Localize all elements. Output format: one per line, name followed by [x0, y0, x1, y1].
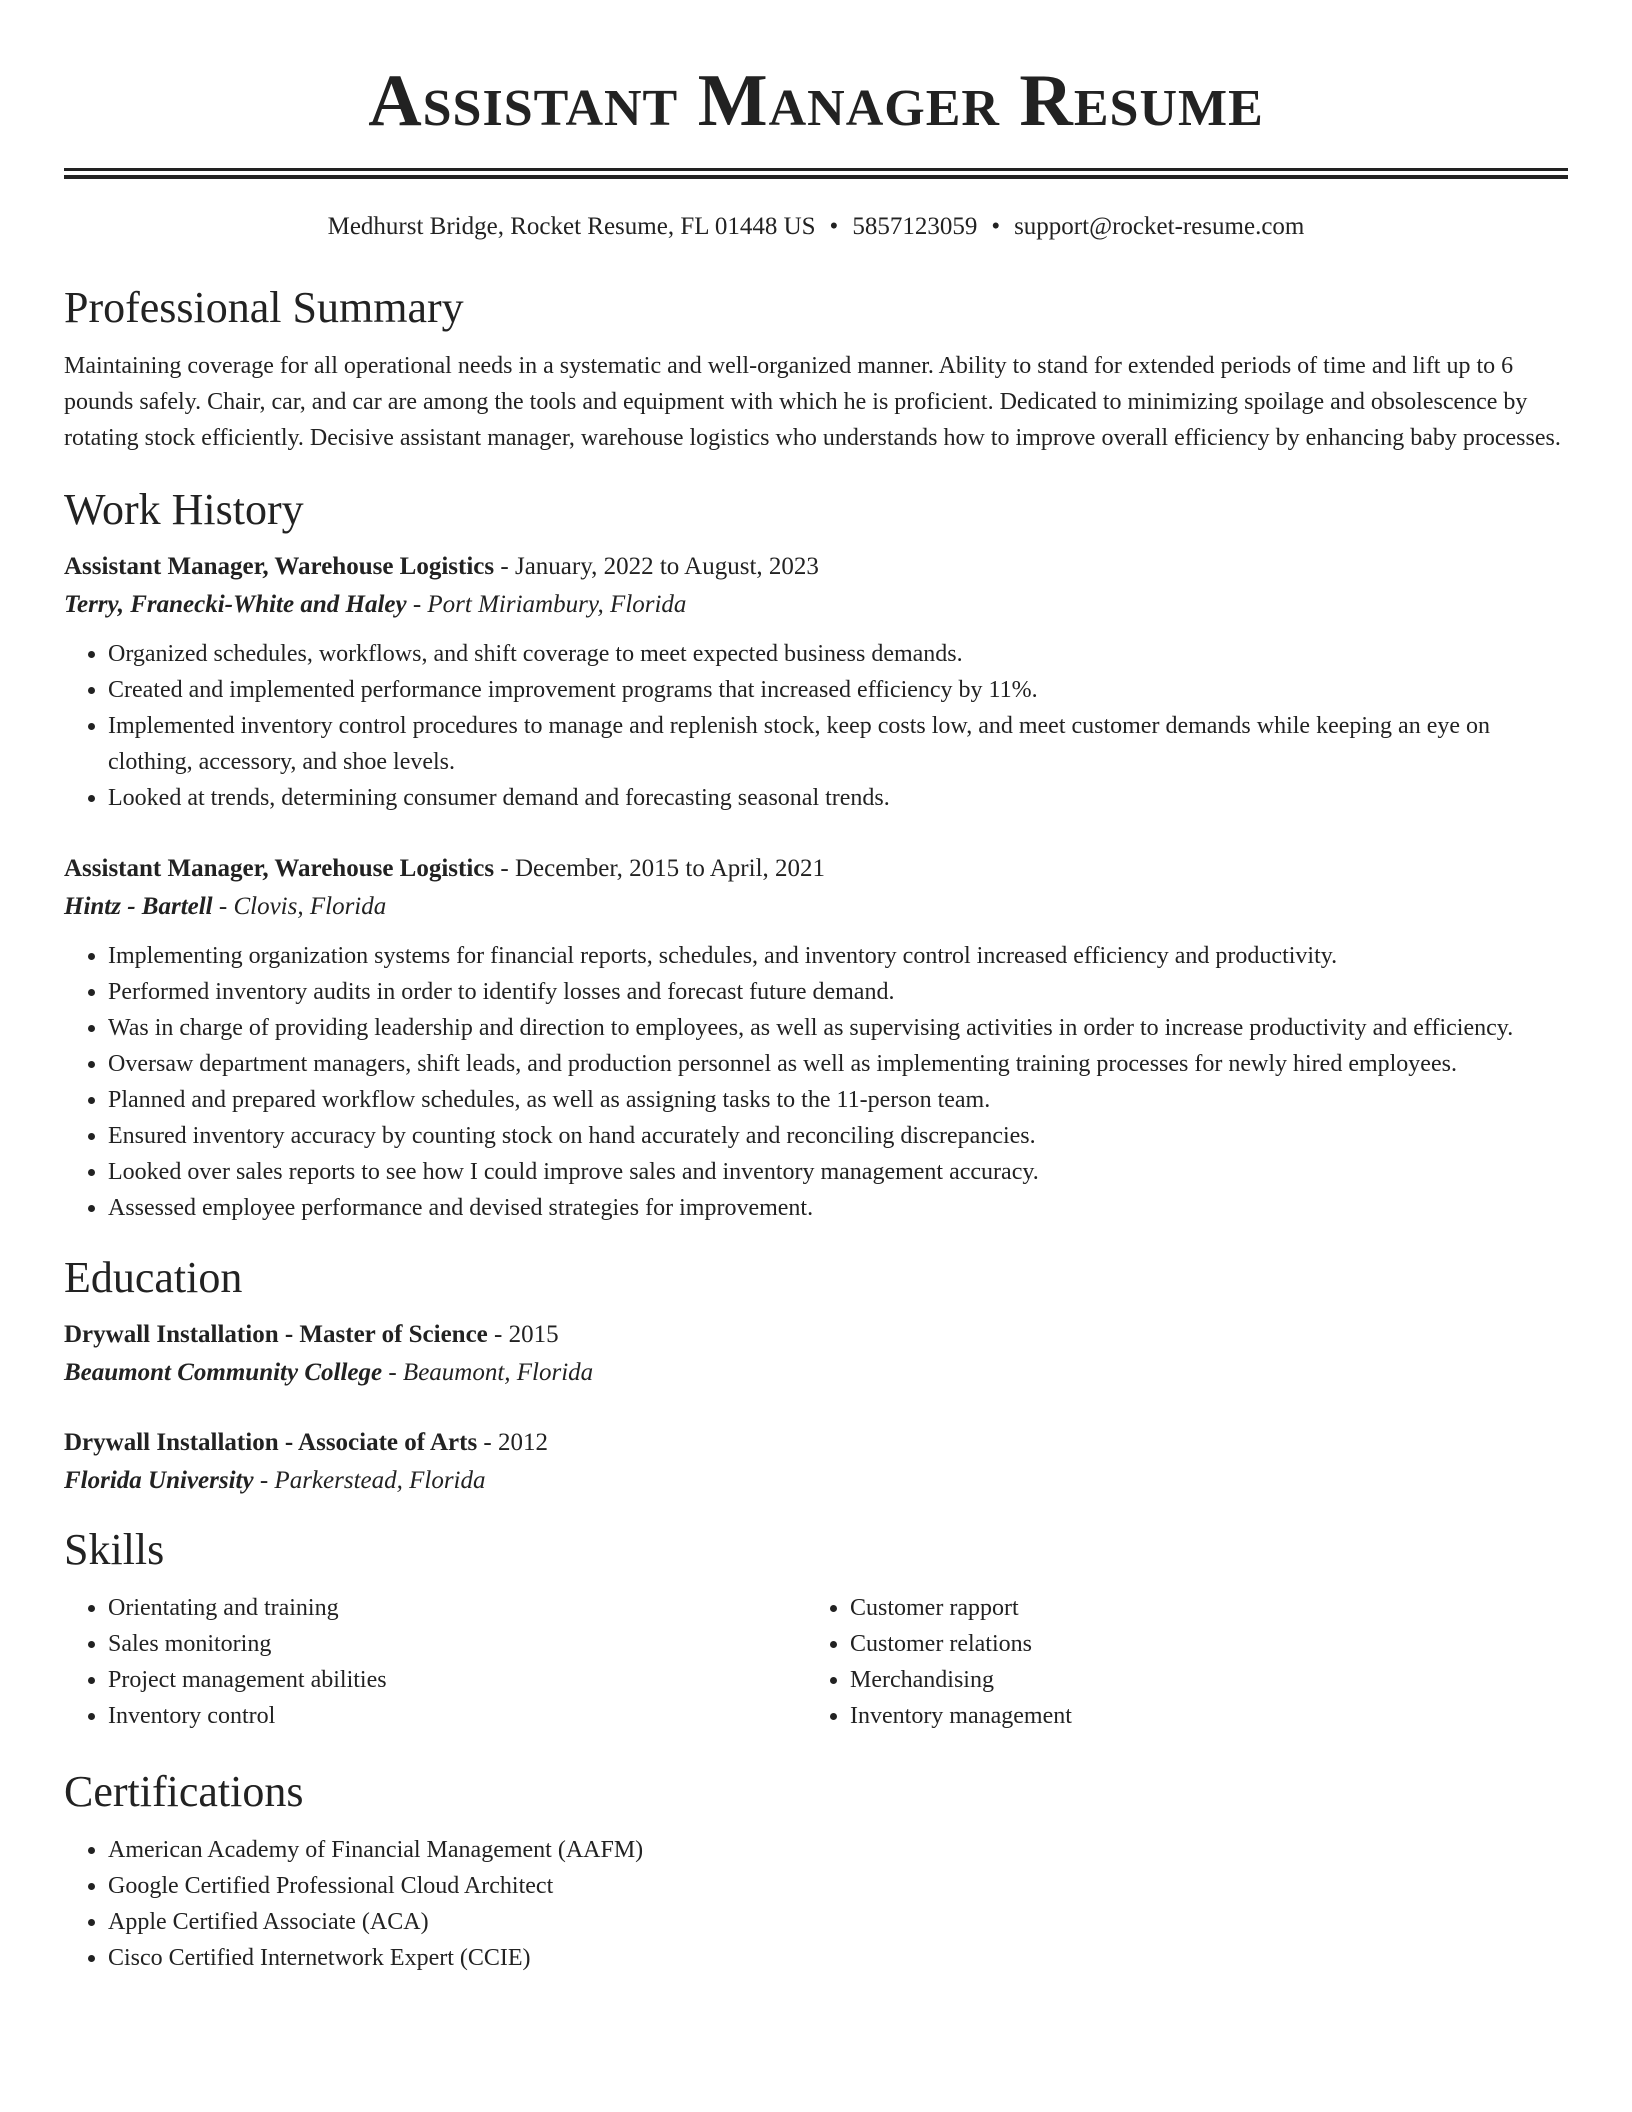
- certification-item: • American Academy of Financial Management (AAFM): [108, 1832, 1568, 1868]
- job-bullet: • Oversaw department managers, shift leads, and production personnel as well as implementing training processes for newly hired employees.: [108, 1046, 1568, 1082]
- school-location: - Parkerstead, Florida: [253, 1467, 486, 1494]
- employer-line: [64, 586, 1568, 624]
- school-location: - Beaumont, Florida: [382, 1359, 594, 1386]
- skill-item: • Orientating and training: [108, 1590, 806, 1626]
- job-bullet: • Implemented inventory control procedures to manage and replenish stock, keep costs low, and meet customer demands while keeping an eye on clothing, accessory, and shoe levels.: [108, 708, 1568, 780]
- job-bullet: • Organized schedules, workflows, and shift coverage to meet expected business demands.: [108, 636, 1568, 672]
- skill-item: • Customer rapport: [850, 1590, 1548, 1626]
- education-entry: [64, 1424, 1568, 1500]
- employer-location: - Port Miriambury, Florida: [406, 591, 687, 618]
- school-line: [64, 1462, 1568, 1500]
- degree-year: - 2012: [477, 1429, 548, 1456]
- degree-name: Drywall Installation - Master of Science: [64, 1321, 488, 1348]
- employer-name: Hintz - Bartell: [64, 893, 213, 920]
- job-entry: [64, 850, 1568, 1226]
- degree-line: [64, 1424, 1568, 1462]
- job-dates: - January, 2022 to August, 2023: [494, 553, 819, 580]
- skills-heading: Skills: [64, 1525, 165, 1574]
- degree-line: [64, 1316, 1568, 1354]
- job-title: Assistant Manager, Warehouse Logistics: [64, 553, 495, 580]
- summary-text: Maintaining coverage for all operational needs in a systematic and well-organized manner. Ability to stand for extended periods of time and lift up to 6 pounds safely. Chair, car, and car are among the tools and equipment with which he is proficient. Dedicated to minimizing spoilage and obsolescence by rotating stock efficiently. Decisive assistant manager, warehouse logistics who understands how to improve overall efficiency by enhancing baby processes.: [64, 353, 1561, 451]
- job-bullet: • Looked over sales reports to see how I could improve sales and inventory management accuracy.: [108, 1154, 1568, 1190]
- certification-item: • Google Certified Professional Cloud Architect: [108, 1868, 1568, 1904]
- degree-year: - 2015: [487, 1321, 559, 1348]
- employer-location: - Clovis, Florida: [212, 893, 387, 920]
- job-title-line: [64, 548, 1568, 586]
- skill-item: • Inventory management: [850, 1698, 1548, 1734]
- job-bullets: [64, 636, 1568, 816]
- contact-separator: •: [829, 213, 839, 240]
- contact-separator: •: [991, 213, 1001, 240]
- job-bullet: • Planned and prepared workflow schedules, as well as assigning tasks to the 11-person team.: [108, 1082, 1568, 1118]
- skills-left-column: [64, 1590, 806, 1734]
- employer-line: [64, 888, 1568, 926]
- school-line: [64, 1354, 1568, 1392]
- skills-columns: [64, 1590, 1568, 1734]
- degree-name: Drywall Installation - Associate of Arts: [64, 1429, 478, 1456]
- job-title-line: [64, 850, 1568, 888]
- job-dates: - December, 2015 to April, 2021: [494, 855, 826, 882]
- skill-item: • Inventory control: [108, 1698, 806, 1734]
- skill-item: • Merchandising: [850, 1662, 1548, 1698]
- skills-right-column: [806, 1590, 1548, 1734]
- contact-phone: 5857123059: [852, 213, 978, 240]
- school-name: Beaumont Community College: [64, 1359, 383, 1386]
- certification-item: • Cisco Certified Internetwork Expert (CCIE): [108, 1940, 1568, 1976]
- job-bullet: • Created and implemented performance improvement programs that increased efficiency by 11%.: [108, 672, 1568, 708]
- contact-address: Medhurst Bridge, Rocket Resume, FL 01448 US: [327, 213, 816, 240]
- skill-item: • Sales monitoring: [108, 1626, 806, 1662]
- job-bullet: • Looked at trends, determining consumer demand and forecasting seasonal trends.: [108, 780, 1568, 816]
- contact-email: support@rocket-resume.com: [1014, 213, 1305, 240]
- contact-line: [64, 212, 1568, 242]
- job-bullet: • Ensured inventory accuracy by counting stock on hand accurately and reconciling discrepancies.: [108, 1118, 1568, 1154]
- job-bullets: [64, 938, 1568, 1226]
- job-bullet: • Implementing organization systems for financial reports, schedules, and inventory control increased efficiency and productivity.: [108, 938, 1568, 974]
- resume-title: Assistant Manager Resume: [368, 60, 1264, 142]
- education-entry: [64, 1316, 1568, 1392]
- certification-item: • Apple Certified Associate (ACA): [108, 1904, 1568, 1940]
- summary-heading: Professional Summary: [64, 283, 464, 332]
- certifications-heading: Certifications: [64, 1767, 304, 1816]
- job-title: Assistant Manager, Warehouse Logistics: [64, 855, 495, 882]
- job-bullet: • Was in charge of providing leadership and direction to employees, as well as supervising activities in order to increase productivity and efficiency.: [108, 1010, 1568, 1046]
- job-entry: [64, 548, 1568, 816]
- work-history-heading: Work History: [64, 485, 304, 534]
- job-bullet: • Performed inventory audits in order to identify losses and forecast future demand.: [108, 974, 1568, 1010]
- certifications-list: [64, 1832, 1568, 1976]
- employer-name: Terry, Franecki-White and Haley: [64, 591, 407, 618]
- school-name: Florida University: [64, 1467, 254, 1494]
- education-heading: Education: [64, 1253, 243, 1302]
- skill-item: • Project management abilities: [108, 1662, 806, 1698]
- title-divider: [64, 168, 1568, 179]
- skill-item: • Customer relations: [850, 1626, 1548, 1662]
- job-bullet: • Assessed employee performance and devised strategies for improvement.: [108, 1190, 1568, 1226]
